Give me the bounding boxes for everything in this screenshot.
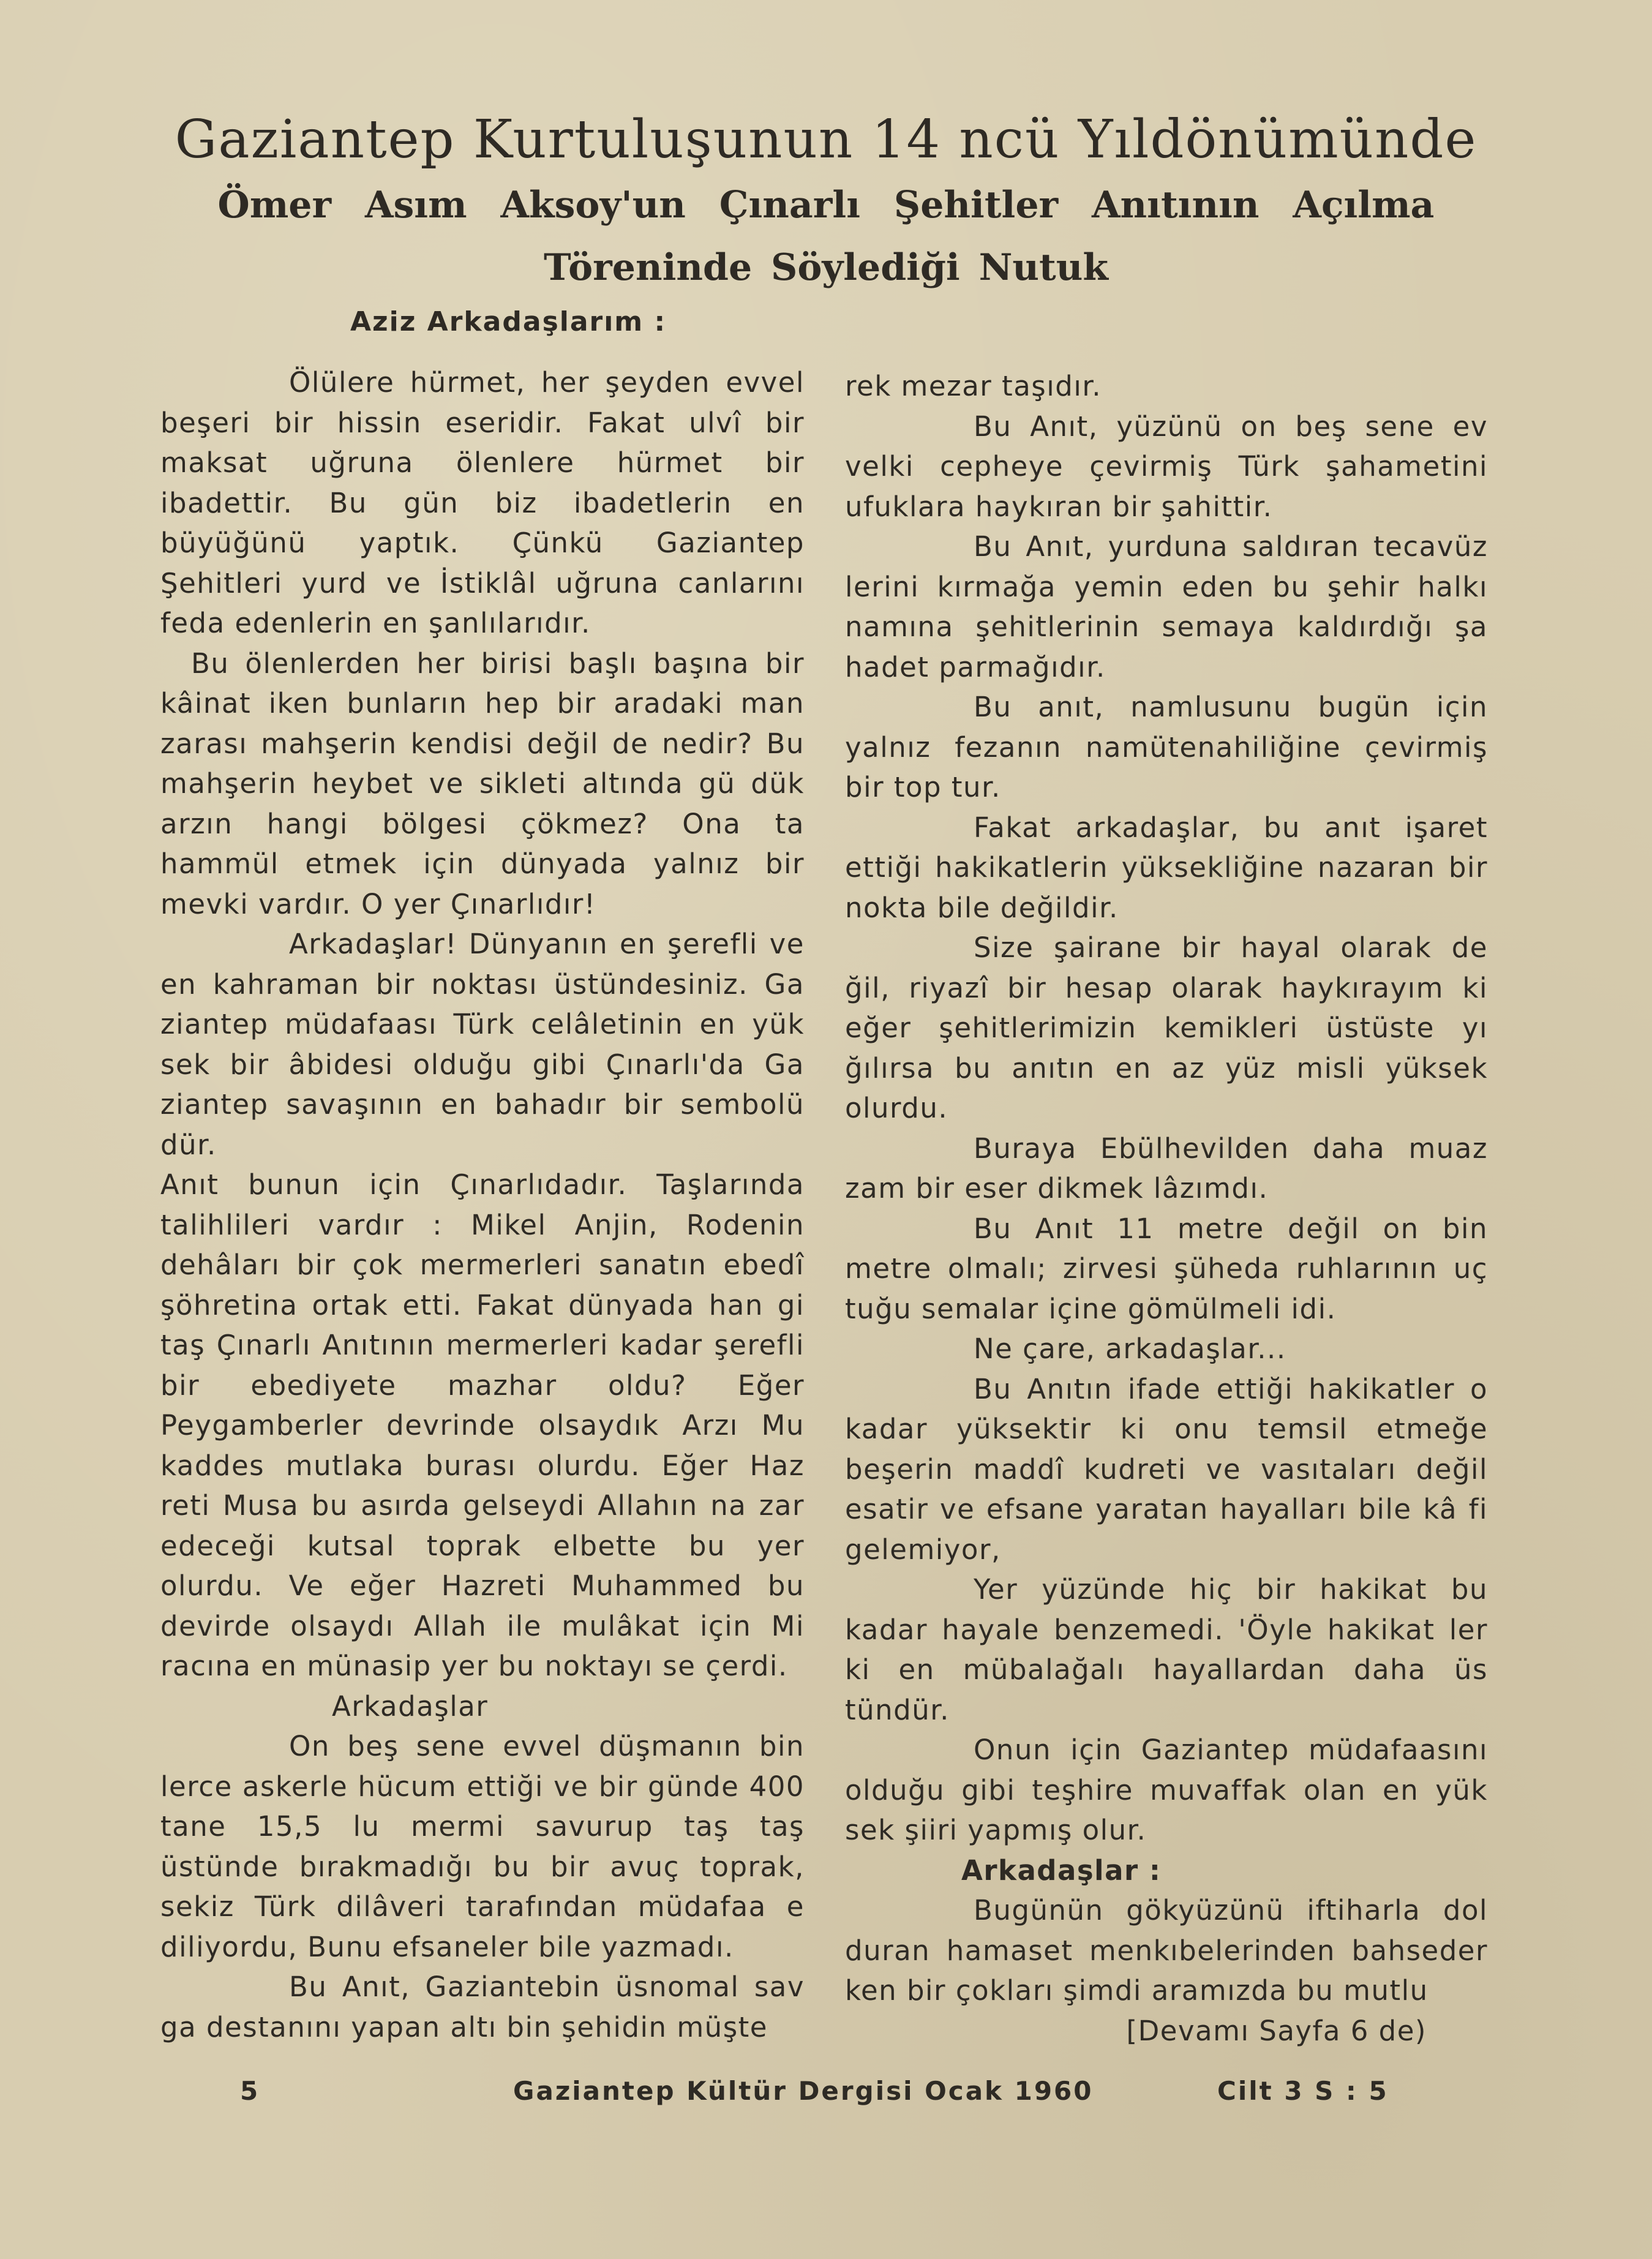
paragraph: Bu Anıt, Gaziantebin üsnomal sav ga destanını yapan altı bin şehidin müşte xyxy=(160,1971,805,2043)
right-column xyxy=(845,366,1488,2051)
subtitle-line-1: Ömer Asım Aksoy'un Çınarlı Şehitler Anıtının Açılma xyxy=(217,184,1435,227)
paragraph: Bu Anıt, yüzünü on beş sene ev velki cepheye çevirmiş Türk şahametini ufuklara haykıran bir şahittir. xyxy=(845,410,1488,523)
paragraph: Yer yüzünde hiç bir hakikat bu kadar hayale benzemedi. 'Öyle hakikat ler ki en mübalağalı hayallardan daha üs tündür. xyxy=(845,1573,1488,1726)
page-title: Gaziantep Kurtuluşunun 14 ncü Yıldönümünde xyxy=(175,109,1477,170)
paragraph: On beş sene evvel düşmanın bin lerce askerle hücum ettiği ve bir günde 400 tane 15,5 lu mermi savurup taş taş üstünde bırakmadığı bu bir avuç toprak, sekiz Türk dilâveri tarafından müdafaa e diliyordu, Bunu efsaneler bile yazmadı. xyxy=(160,1730,805,1963)
section-heading: Arkadaşlar xyxy=(332,1690,489,1723)
paragraph: Bu Anıt 11 metre değil on bin metre olmalı; zirvesi şüheda ruhlarının uç tuğu semalar içine gömülmeli idi. xyxy=(845,1212,1488,1325)
paragraph: Ölülere hürmet, her şeyden evvel beşeri bir hissin eseridir. Fakat ulvî bir maksat uğruna ölenlere hürmet bir ibadettir. Bu gün biz ibadetlerin en büyüğünü yaptık. Çünkü Gaziantep Şehitleri yurd ve İstiklâl uğruna canlarını feda edenlerin en şanlılarıdır. xyxy=(160,366,805,639)
section-heading: Arkadaşlar : xyxy=(961,1854,1162,1887)
paragraph: Bu Anıtın ifade ettiği hakikatler o kadar yüksektir ki onu temsil etmeğe beşerin maddî kudreti ve vasıtaları değil esatir ve efsane yaratan hayalları bile kâ fi gelemiyor, xyxy=(845,1372,1488,1566)
paragraph: rek mezar taşıdır. xyxy=(845,370,1102,402)
paragraph: Size şairane bir hayal olarak de ğil, riyazî bir hesap olarak haykırayım ki eğer şehitlerimizin kemikleri üstüste yı ğılırsa bu anıtın en az yüz misli yüksek olurdu. xyxy=(845,931,1488,1124)
paragraph: Bugünün gökyüzünü iftiharla dol duran hamaset menkıbelerinden bahseder ken bir çokları şimdi aramızda bu mutlu xyxy=(845,1894,1488,2007)
paragraph: Onun için Gaziantep müdafaasını olduğu gibi teşhire muvaffak olan en yük sek şiiri yapmış olur. xyxy=(845,1734,1488,1846)
subtitle-line-2: Töreninde Söylediği Nutuk xyxy=(544,246,1108,289)
magazine-name: Gaziantep Kültür Dergisi Ocak 1960 xyxy=(513,2076,1094,2106)
paragraph: Bu Anıt, yurduna saldıran tecavüz lerini kırmağa yemin eden bu şehir halkı namına şehitlerinin semaya kaldırdığı şa hadet parmağıdır. xyxy=(845,530,1488,683)
paragraph: Bu ölenlerden her birisi başlı başına bir kâinat iken bunların hep bir aradaki man zarası mahşerin kendisi değil de nedir? Bu mahşerin heybet ve sikleti altında gü dük arzın hangi bölgesi çökmez? Ona ta hammül etmek için dünyada yalnız bir mevki vardır. O yer Çınarlıdır! xyxy=(160,647,805,920)
page-number: 5 xyxy=(240,2076,260,2106)
volume-issue: Cilt 3 S : 5 xyxy=(1217,2076,1389,2106)
paragraph: Anıt bunun için Çınarlıdadır. Taşlarında talihlileri vardır : Mikel Anjin, Rodenin dehâları bir çok mermerleri sanatın ebedî şöhretina ortak etti. Fakat dünyada han gi taş Çınarlı Anıtının mermerleri kadar şerefli bir ebediyete mazhar oldu? Eğer Peygamberler devrinde olsaydık Arzı Mu kaddes mutlaka burası olurdu. Eğer Haz reti Musa bu asırda gelseydi Allahın na zar edeceği kutsal toprak elbette bu yer olurdu. Ve eğer Hazreti Muhammed bu devirde olsaydı Allah ile mulâkat için Mi racına en münasip yer bu noktayı se çerdi. xyxy=(160,1168,805,1682)
greeting-heading: Aziz Arkadaşlarım : xyxy=(350,306,667,337)
paragraph: Buraya Ebülhevilden daha muaz zam bir eser dikmek lâzımdı. xyxy=(845,1132,1488,1205)
paragraph: Arkadaşlar! Dünyanın en şerefli ve en kahraman bir noktası üstündesiniz. Ga ziantep müdafaası Türk celâletinin en yük sek bir âbidesi olduğu gibi Çınarlı'da Ga ziantep savaşının en bahadır bir sembolü dür. xyxy=(160,928,805,1161)
paragraph: Ne çare, arkadaşlar... xyxy=(974,1332,1286,1365)
paragraph: Fakat arkadaşlar, bu anıt işaret ettiği hakikatlerin yüksekliğine nazaran bir nokta bile değildir. xyxy=(845,811,1488,924)
continuation-note: [Devamı Sayfa 6 de) xyxy=(1126,2014,1427,2047)
left-column xyxy=(160,363,805,2047)
paragraph: Bu anıt, namlusunu bugün için yalnız fezanın namütenahiliğine çevirmiş bir top tur. xyxy=(845,691,1488,803)
